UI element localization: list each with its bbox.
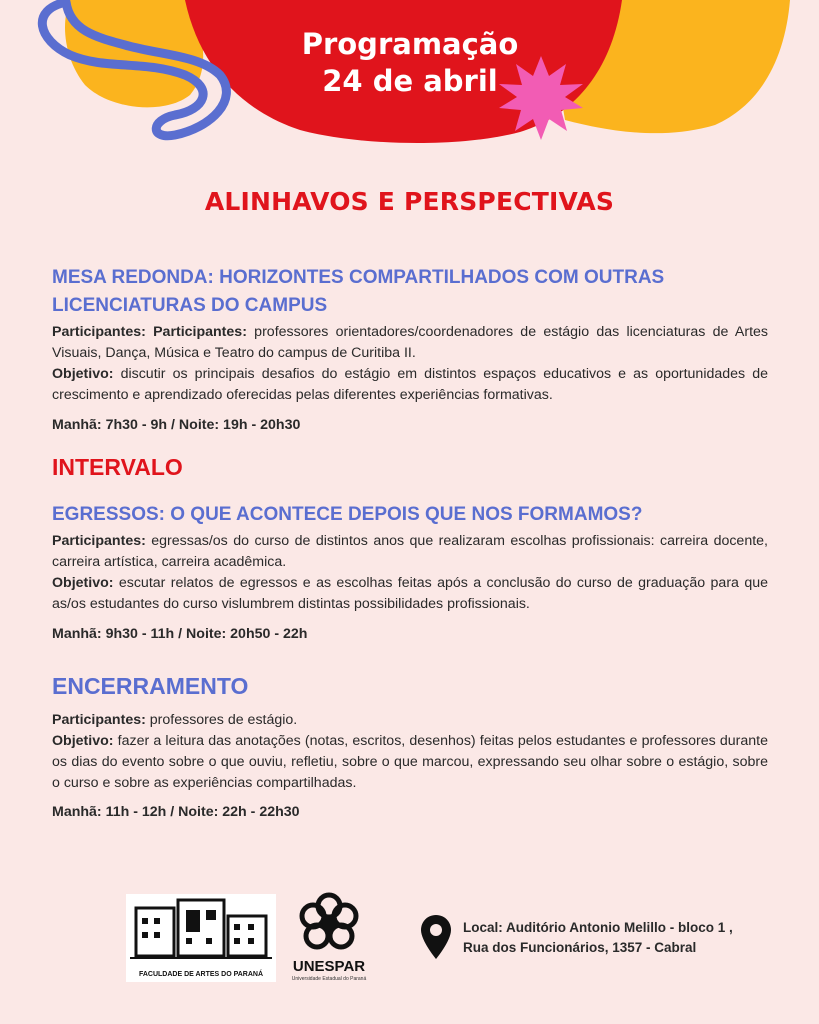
faculdade-artes-logo [126, 894, 276, 982]
egressos-heading: EGRESSOS: O QUE ACONTECE DEPOIS QUE NOS FORMAMOS? [52, 504, 643, 525]
mesa-objetivo [52, 364, 768, 406]
encerramento-objetivo-label: Objetivo: [52, 733, 114, 749]
encerramento-objetivo [52, 731, 768, 794]
header-title-line2: 24 de abril [322, 64, 498, 98]
mesa-participantes-label: Participantes: Participantes: [52, 324, 247, 340]
page-title: ALINHAVOS E PERSPECTIVAS [204, 187, 615, 216]
mesa-objetivo-label: Objetivo: [52, 366, 114, 382]
encerramento-time: Manhã: 11h - 12h / Noite: 22h - 22h30 [52, 804, 300, 820]
mesa-participantes-text: professores orientadores/coordenadores de estágio das licenciaturas de Artes Visuais, Dança, Música e Teatro do campus de Curitiba II. [52, 324, 768, 361]
encerramento-participantes-label: Participantes: [52, 712, 146, 728]
location-line1: Local: Auditório Antonio Melillo - bloco 1 , [463, 920, 733, 935]
egressos-objetivo [52, 573, 768, 615]
location-text [463, 918, 733, 958]
egressos-objetivo-text: escutar relatos de egressos e as escolhas feitas após a conclusão do curso de graduação para que as/os estudantes do curso vislumbrem distintas possibilidades profissionais. [52, 575, 768, 612]
mesa-heading-line1: MESA REDONDA: HORIZONTES COMPARTILHADOS COM OUTRAS [52, 267, 665, 288]
mesa-heading-line2: LICENCIATURAS DO CAMPUS [52, 295, 328, 316]
faculdade-building-icon [126, 894, 276, 968]
unespar-emblem-icon [286, 890, 372, 958]
unespar-subtitle: Universidade Estadual do Paraná [291, 976, 367, 982]
egressos-time: Manhã: 9h30 - 11h / Noite: 20h50 - 22h [52, 626, 308, 642]
mesa-heading [52, 264, 768, 320]
faculdade-logo-text: FACULDADE DE ARTES DO PARANÁ [138, 971, 264, 978]
encerramento-objetivo-text: fazer a leitura das anotações (notas, escritos, desenhos) feitas pelos estudantes e professores durante os dias do evento sobre o que ouviu, refletiu, sobre o que marcou, expressando seu olhar sobre o estágio, sobre o curso e sobre as experiências compartilhadas. [52, 733, 768, 791]
section-egressos [52, 501, 768, 642]
encerramento-participantes [52, 710, 768, 731]
unespar-logo [286, 890, 372, 986]
location-line2: Rua dos Funcionários, 1357 - Cabral [463, 940, 697, 955]
egressos-participantes [52, 531, 768, 573]
egressos-participantes-text: egressas/os do curso de distintos anos que realizaram escolhas profissionais: carreira docente, carreira artística, carreira acadêmica. [52, 533, 768, 570]
egressos-participantes-label: Participantes: [52, 533, 146, 549]
mesa-participantes [52, 322, 768, 364]
encerramento-heading: ENCERRAMENTO [52, 673, 249, 699]
mesa-objetivo-text: discutir os principais desafios do estágio em distintos espaços educativos e as oportunidades de crescimento e aprendizado oferecidas pelas diferentes experiências formativas. [52, 366, 768, 403]
intervalo-heading: INTERVALO [52, 454, 183, 480]
mesa-time: Manhã: 7h30 - 9h / Noite: 19h - 20h30 [52, 417, 301, 433]
location-pin-icon [420, 914, 452, 960]
egressos-objetivo-label: Objetivo: [52, 575, 114, 591]
section-encerramento [52, 673, 768, 820]
header-title-line1: Programação [301, 27, 519, 61]
unespar-name: UNESPAR [292, 958, 366, 975]
encerramento-participantes-text: professores de estágio. [145, 712, 298, 728]
section-intervalo [52, 454, 768, 481]
section-mesa-redonda [52, 264, 768, 433]
